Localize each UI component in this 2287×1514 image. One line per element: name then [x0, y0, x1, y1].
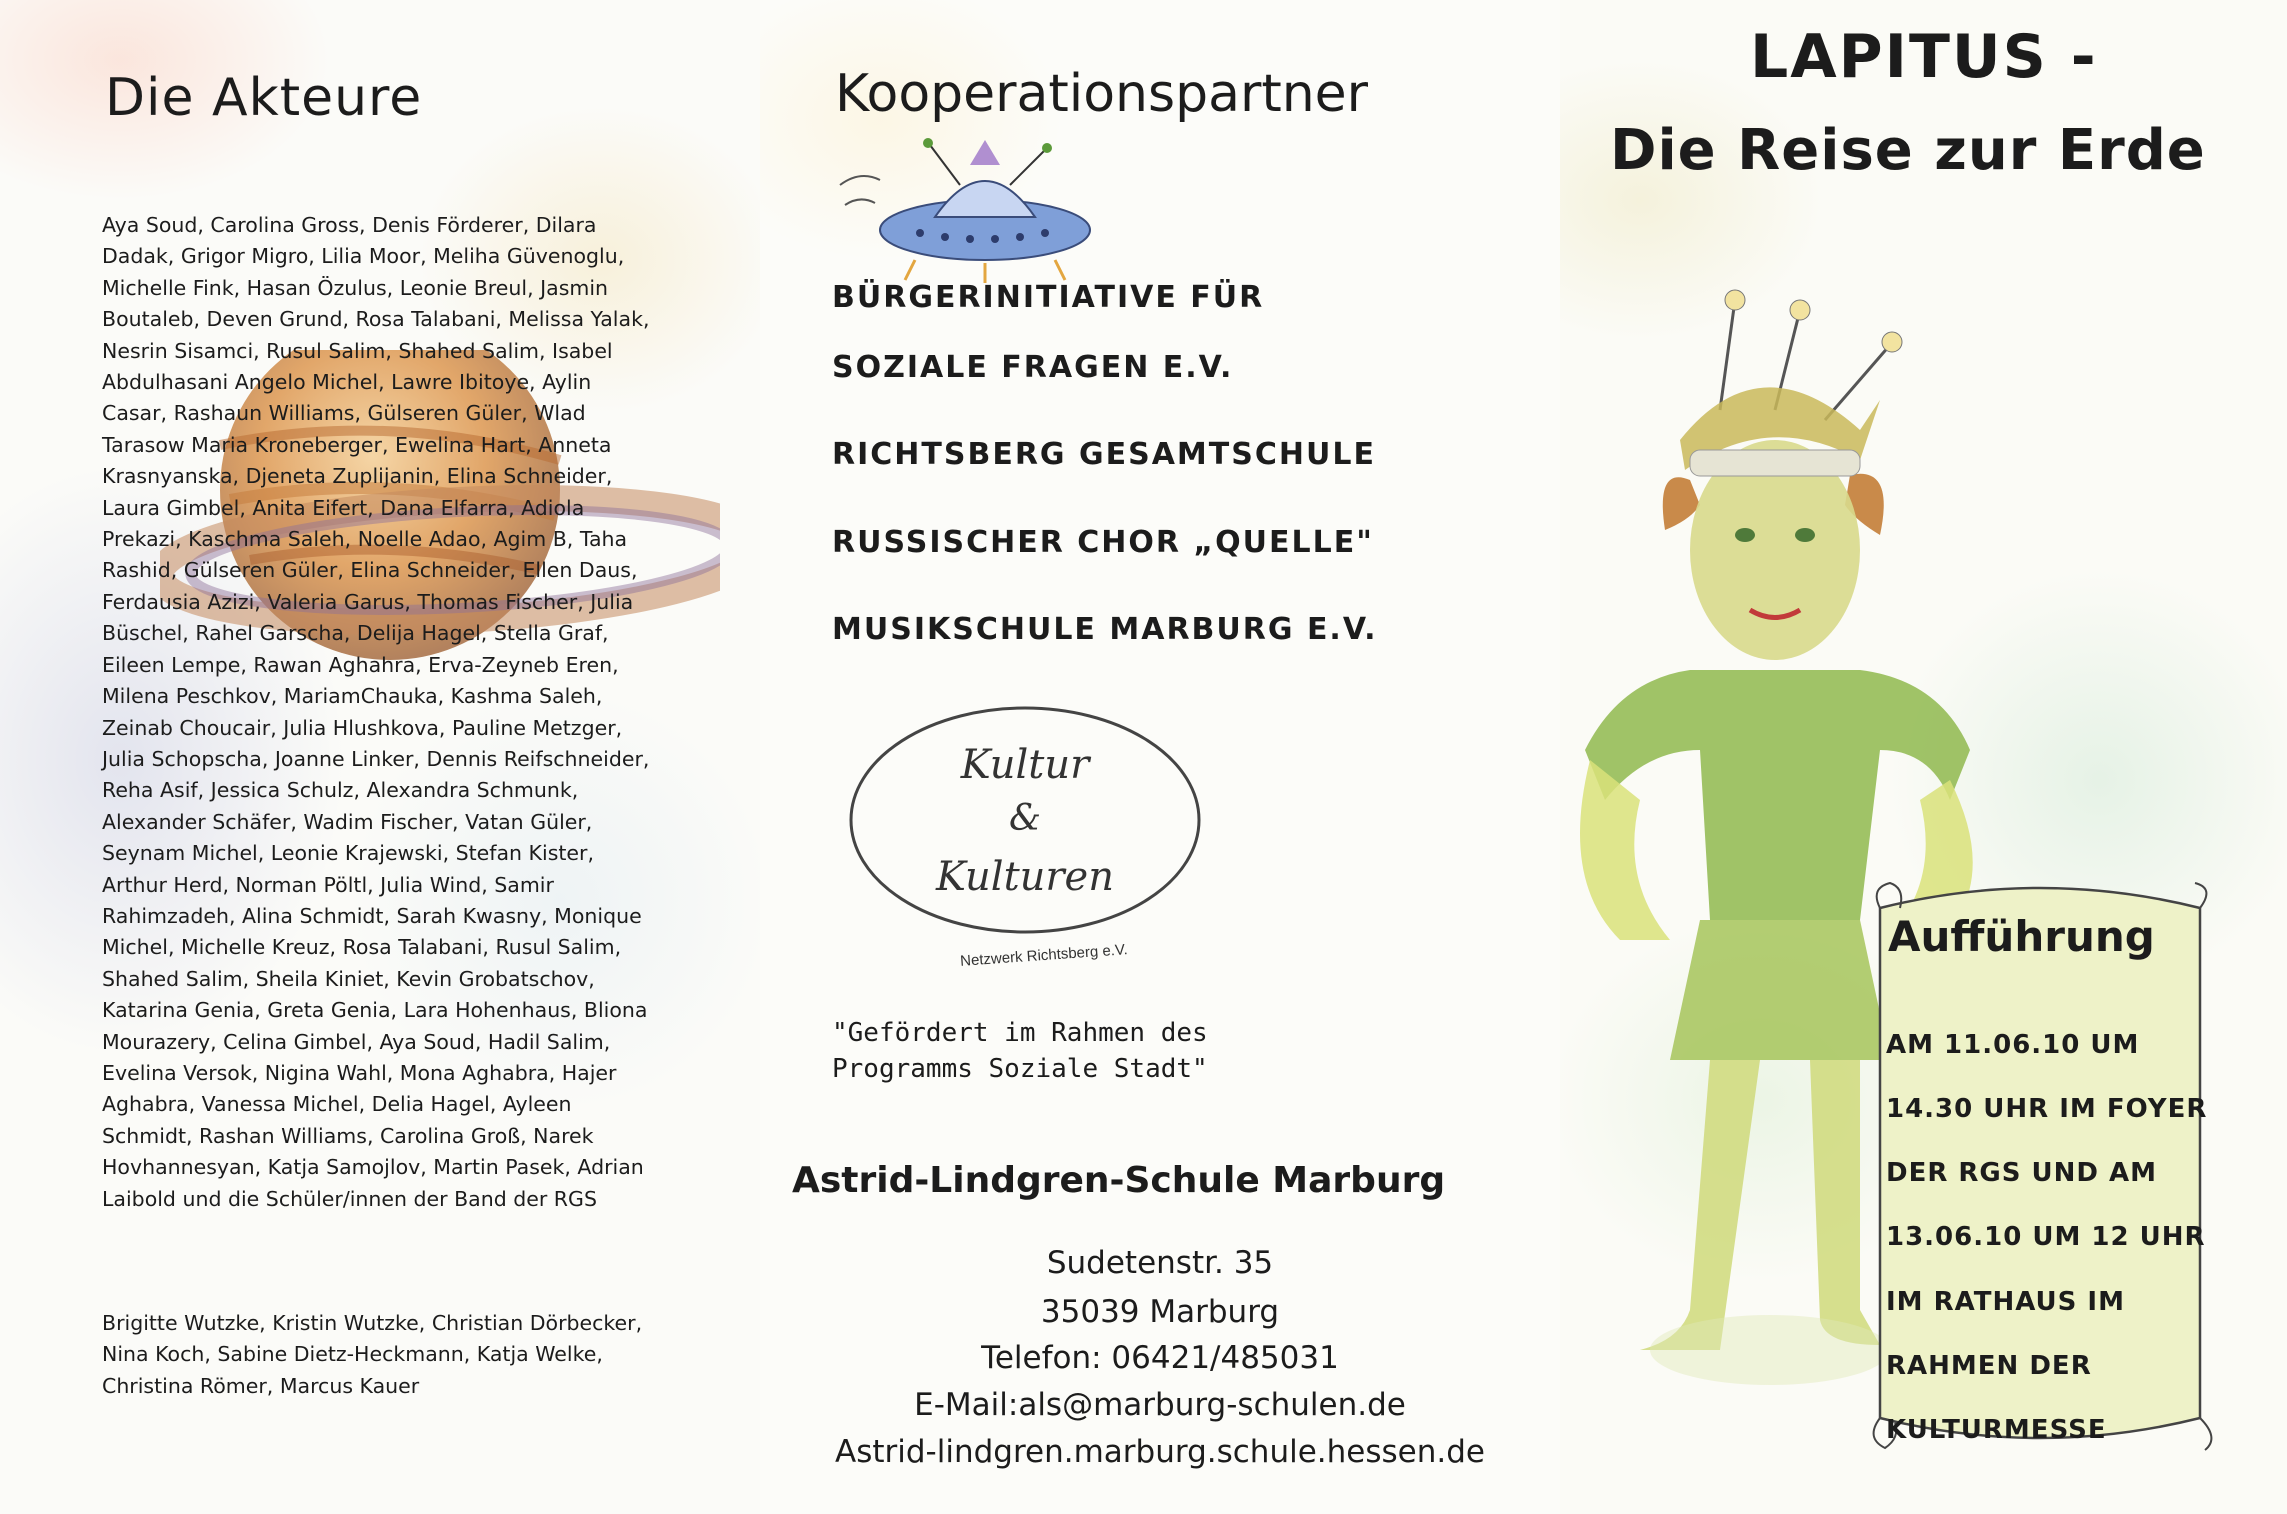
actors-heading: Die Akteure [105, 68, 423, 128]
address-email: E-Mail:als@marburg-schulen.de [914, 1387, 1406, 1423]
funding-note [832, 1015, 1208, 1087]
performance-line-1: AM 11.06.10 UM [1886, 1030, 2140, 1060]
funding-line-1: "Gefördert im Rahmen des [832, 1018, 1208, 1048]
partner-1-line-1: BÜRGERINITIATIVE FÜR [832, 280, 1265, 315]
partner-2: RICHTSBERG GESAMTSCHULE [832, 437, 1376, 472]
partners-panel [760, 0, 1560, 1514]
address-web: Astrid-lindgren.marburg.schule.hessen.de [835, 1434, 1485, 1470]
staff-list: Brigitte Wutzke, Kristin Wutzke, Christian Dörbecker, Nina Koch, Sabine Dietz-Heckmann, Katja Welke, Christina Römer, Marcus Kauer [102, 1311, 643, 1398]
ufo-icon [820, 125, 1120, 285]
kultur-logo [845, 700, 1205, 940]
address-street: Sudetenstr. 35 [1046, 1245, 1274, 1281]
title-panel [1560, 0, 2287, 1514]
logo-line-2: & [1008, 798, 1042, 839]
actors-list: Aya Soud, Carolina Gross, Denis Förderer, Dilara Dadak, Grigor Migro, Lilia Moor, Meliha Güvenoglu, Michelle Fink, Hasan Özulus, Leonie Breul, Jasmin Boutaleb, Deven Grund, Rosa Talabani, Melissa Yalak, Nesrin Sisamci, Rusul Salim, Shahed Salim, Isabel Abdulhasani Angelo Michel, Lawre Ibitoye, Aylin Casar, Rashaun Williams, Gülseren Güler, Wlad Tarasow Maria Kroneberger, Ewelina Hart, Anneta Krasnyanska, Djeneta Zuplijanin, Elina Schneider, Laura Gimbel, Anita Eifert, Dana Elfarra, Adiola Prekazi, Kaschma Saleh, Noelle Adao, Agim B, Taha Rashid, Gülseren Güler, Elina Schneider, Ellen Daus, Ferdausia Azizi, Valeria Garus, Thomas Fischer, Julia Büschel, Rahel Garscha, Delija Hagel, Stella Graf, Eileen Lempe, Rawan Aghahra, Erva-Zeyneb Eren, Milena Peschkov, MariamChauka, Kashma Saleh, Zeinab Choucair, Julia Hlushkova, Pauline Metzger, Julia Schopscha, Joanne Linker, Dennis Reifschneider, Reha Asif, Jessica Schulz, Alexandra Schmunk, Alexander Schäfer, Wadim Fischer, Vatan Güler, Seynam Michel, Leonie Krajewski, Stefan Kister, Arthur Herd, Norman Pöltl, Julia Wind, Samir Rahimzadeh, Alina Schmidt, Sarah Kwasny, Monique Michel, Michelle Kreuz, Rosa Talabani, Rusul Salim, Shahed Salim, Sheila Kiniet, Kevin Grobatschov, Katarina Genia, Greta Genia, Lara Hohenhaus, Bliona Mourazery, Celina Gimbel, Aya Soud, Hadil Salim, Evelina Versok, Nigina Wahl, Mona Aghabra, Hajer Aghabra, Vanessa Michel, Delia Hagel, Ayleen Schmidt, Rashan Williams, Carolina Groß, Narek Hovhannesyan, Katja Samojlov, Martin Pasek, Adrian Laibold und die Schüler/innen der Band der RGS [102, 213, 650, 1211]
title-line-2: Die Reise zur Erde [1610, 118, 2206, 183]
address-city: 35039 Marburg [1040, 1294, 1280, 1330]
partners-heading: Kooperationspartner [835, 64, 1369, 124]
performance-line-2: 14.30 UHR IM FOYER [1886, 1094, 2208, 1124]
performance-line-6: RAHMEN DER [1886, 1351, 2092, 1381]
performance-line-5: IM RATHAUS IM [1886, 1287, 2125, 1317]
partner-4: MUSIKSCHULE MARBURG E.V. [832, 612, 1378, 647]
performance-line-4: 13.06.10 UM 12 UHR [1886, 1222, 2206, 1252]
logo-line-3: Kulturen [936, 854, 1114, 900]
partner-3: RUSSISCHER CHOR „QUELLE" [832, 525, 1374, 560]
performance-title: Aufführung [1888, 912, 2155, 961]
performance-line-7: KULTURMESSE [1886, 1415, 2107, 1445]
school-name: Astrid-Lindgren-Schule Marburg [792, 1160, 1446, 1201]
title-line-1: LAPITUS - [1750, 22, 2098, 92]
address-phone: Telefon: 06421/485031 [981, 1340, 1339, 1376]
performance-line-3: DER RGS UND AM [1886, 1158, 2158, 1188]
logo-line-1: Kultur [960, 742, 1090, 788]
logo-network-text: Netzwerk Richtsberg e.V. [959, 941, 1129, 970]
partner-1-line-2: SOZIALE FRAGEN E.V. [832, 350, 1234, 385]
funding-line-2: Programms Soziale Stadt" [832, 1054, 1208, 1084]
actors-panel [0, 0, 760, 1514]
